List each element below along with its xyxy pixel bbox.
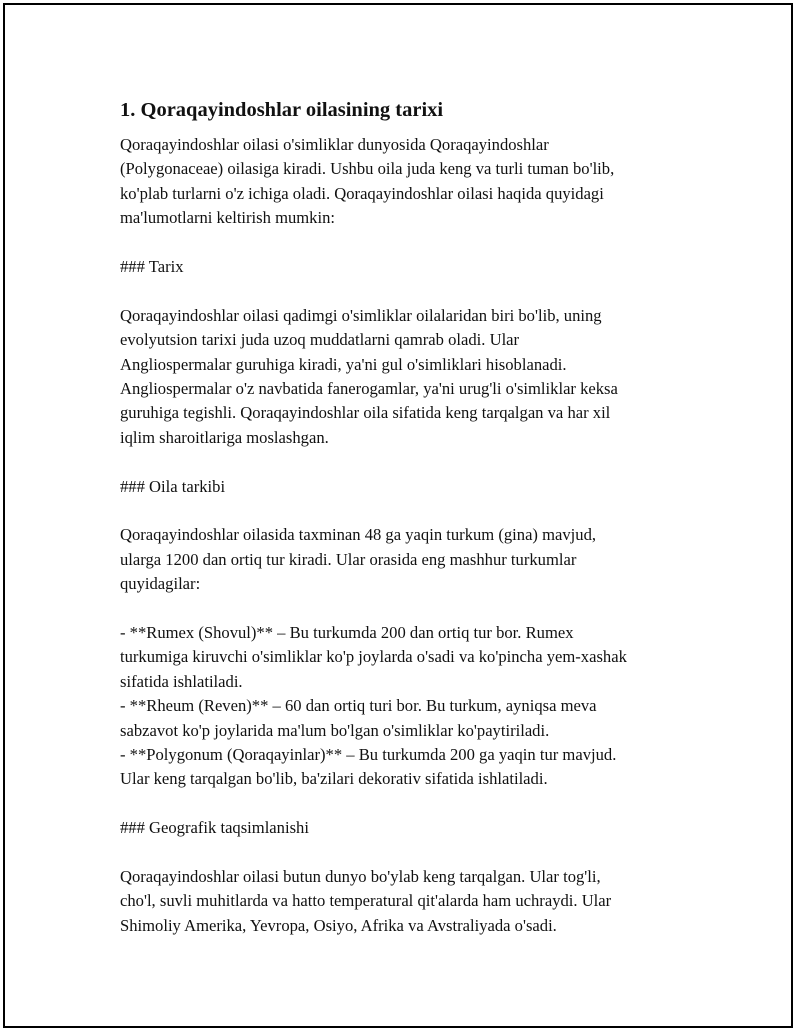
document-page (3, 3, 793, 1028)
paragraph-spacer (120, 792, 700, 816)
geografik-paragraph: Qoraqayindoshlar oilasi butun dunyo bo'ylab keng tarqalgan. Ular tog'li, cho'l, suvli muhitlarda va hatto temperatural qit'alarda ham uchraydi. Ular Shimoliy Amerika, Yevropa, Osiyo, Afrika va Avstraliyada o'sadi. (120, 867, 612, 935)
document-title: 1. Qoraqayindoshlar oilasining tarixi (120, 99, 444, 121)
paragraph-spacer (120, 499, 700, 523)
paragraph-spacer (120, 450, 700, 474)
heading-tarix: ### Tarix (120, 257, 184, 277)
document-body (120, 95, 700, 938)
paragraph-spacer (120, 841, 700, 865)
heading-geografik: ### Geografik taqsimlanishi (120, 818, 309, 838)
genus-list: - **Rumex (Shovul)** – Bu turkumda 200 dan ortiq tur bor. Rumex turkumiga kiruvchi o'simliklar ko'p joylarda o'sadi va ko'pincha yem-xashak sifatida ishlatiladi. - **Rheum (Reven)** – 60 dan ortiq turi bor. Bu turkum, ayniqsa meva sabzavot ko'p joylarida ma'lum bo'lgan o'simliklar ko'paytiriladi. - **Polygonum (Qoraqayinlar)** – Bu turkumda 200 ga yaqin tur mavjud. Ular keng tarqalgan bo'lib, ba'zilari dekorativ sifatida ishlatiladi. (120, 623, 627, 789)
intro-paragraph: Qoraqayindoshlar oilasi o'simliklar dunyosida Qoraqayindoshlar (Polygonaceae) oilasiga kiradi. Ushbu oila juda keng va turli tuman bo'lib, ko'plab turlarni o'z ichiga oladi. Qoraqayindoshlar oilasi haqida quyidagi ma'lumotlarni keltirish mumkin: (120, 135, 615, 228)
paragraph-spacer (120, 231, 700, 255)
heading-oila-tarkibi: ### Oila tarkibi (120, 476, 226, 496)
oila-tarkibi-paragraph: Qoraqayindoshlar oilasida taxminan 48 ga yaqin turkum (gina) mavjud, ularga 1200 dan ortiq tur kiradi. Ular orasida eng mashhur turkumlar quyidagilar: (120, 525, 597, 594)
tarix-paragraph: Qoraqayindoshlar oilasi qadimgi o'simliklar oilalaridan biri bo'lib, uning evolyutsion tarixi juda uzoq muddatlarni qamrab oladi. Ular Angliospermalar guruhiga kiradi, ya'ni gul o'simliklari hisoblanadi. Angliospermalar o'z navbatida fanerogamlar, ya'ni urug'li o'simliklar keksa guruhiga tegishli. Qoraqayindoshlar oila sifatida keng tarqalgan va har xil iqlim sharoitlariga moslashgan. (120, 305, 618, 447)
paragraph-spacer (120, 279, 700, 303)
paragraph-spacer (120, 597, 700, 621)
